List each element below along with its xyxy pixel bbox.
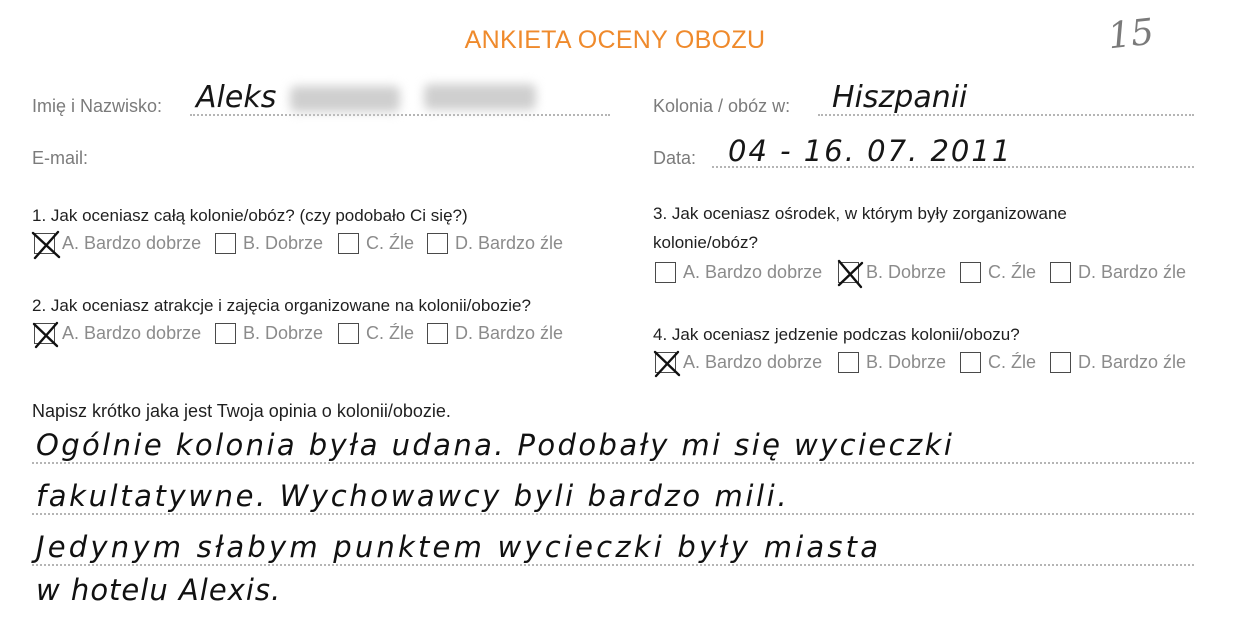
checkbox[interactable] [960,262,981,283]
question-3 [653,199,1067,257]
q1-option-d[interactable] [427,233,563,254]
question-3-text-line-2: kolonie/obóz? [653,233,758,252]
date-label: Data: [653,148,697,168]
option-label: B. Dobrze [866,262,947,282]
question-4-text: 4. Jak oceniasz jedzenie podczas kolonii/obozu? [653,325,1020,344]
q1-option-a[interactable] [34,233,201,254]
opinion-line-3: Jedynym słabym punktem wycieczki były miasta [36,530,882,564]
opinion-line-1: Ogólnie kolonia była udana. Podobały mi się wycieczki [36,428,955,462]
checkbox[interactable] [655,352,676,373]
option-label: B. Dobrze [243,233,324,253]
q3-option-a[interactable] [655,262,822,283]
checkbox[interactable] [960,352,981,373]
redacted-email [108,126,618,178]
camp-label: Kolonia / obóz w: [653,96,791,116]
option-label: C. Źle [988,262,1037,282]
page-number: 15 [1105,11,1156,58]
question-3-text-line-1: 3. Jak oceniasz ośrodek, w którym były zorganizowane [653,204,1067,223]
checkbox[interactable] [338,323,359,344]
q2-option-c[interactable] [338,323,414,344]
opinion-line-2: fakultatywne. Wychowawcy byli bardzo mili. [36,479,790,513]
opinion-dotted-line-3 [32,564,1194,566]
option-label: C. Źle [366,233,415,253]
checkbox[interactable] [34,323,55,344]
option-label: C. Źle [988,352,1037,372]
q4-option-d[interactable] [1050,352,1186,373]
redacted-surname-part [290,86,400,112]
checkmark-x-icon [30,229,62,261]
checkbox[interactable] [1050,352,1071,373]
checkbox[interactable] [1050,262,1071,283]
q2-option-d[interactable] [427,323,563,344]
checkbox[interactable] [655,262,676,283]
checkmark-x-icon [30,319,62,351]
option-label: D. Bardzo źle [455,323,564,343]
q3-option-d[interactable] [1050,262,1186,283]
option-label: A. Bardzo dobrze [62,323,202,343]
opinion-line-4: w hotelu Alexis. [36,573,282,607]
q4-option-c[interactable] [960,352,1036,373]
q2-option-b[interactable] [215,323,323,344]
checkbox[interactable] [838,262,859,283]
checkbox[interactable] [338,233,359,254]
question-2 [32,291,531,320]
checkmark-x-icon [651,348,683,380]
checkbox[interactable] [34,233,55,254]
option-label: A. Bardzo dobrze [683,262,823,282]
checkbox[interactable] [427,323,448,344]
option-label: A. Bardzo dobrze [62,233,202,253]
q4-option-a[interactable] [655,352,822,373]
opinion-dotted-line-1 [32,462,1194,464]
option-label: A. Bardzo dobrze [683,352,823,372]
survey-title: ANKIETA OCENY OBOZU [464,26,766,54]
q1-option-c[interactable] [338,233,414,254]
name-label: Imię i Nazwisko: [32,96,163,116]
question-1 [32,201,468,230]
date-value: 04 - 16. 07. 2011 [728,134,1013,168]
q2-option-a[interactable] [34,323,201,344]
checkbox[interactable] [215,233,236,254]
checkbox[interactable] [838,352,859,373]
option-label: B. Dobrze [243,323,324,343]
q3-option-b[interactable] [838,262,946,283]
question-4 [653,320,1020,349]
option-label: D. Bardzo źle [455,233,564,253]
redacted-surname [424,84,536,110]
question-2-text: 2. Jak oceniasz atrakcje i zajęcia organizowane na kolonii/obozie? [32,296,531,315]
question-1-text: 1. Jak oceniasz całą kolonie/obóz? (czy podobało Ci się?) [32,206,468,225]
camp-value: Hiszpanii [832,80,968,115]
checkbox[interactable] [427,233,448,254]
opinion-prompt: Napisz krótko jaka jest Twoja opinia o kolonii/obozie. [32,401,451,421]
name-value: Aleks [196,80,277,115]
opinion-dotted-line-2 [32,513,1194,515]
q3-option-c[interactable] [960,262,1036,283]
option-label: D. Bardzo źle [1078,262,1187,282]
option-label: C. Źle [366,323,415,343]
q4-option-b[interactable] [838,352,946,373]
option-label: D. Bardzo źle [1078,352,1187,372]
option-label: B. Dobrze [866,352,947,372]
q1-option-b[interactable] [215,233,323,254]
checkbox[interactable] [215,323,236,344]
checkmark-x-icon [834,258,866,290]
email-label: E-mail: [32,148,89,168]
